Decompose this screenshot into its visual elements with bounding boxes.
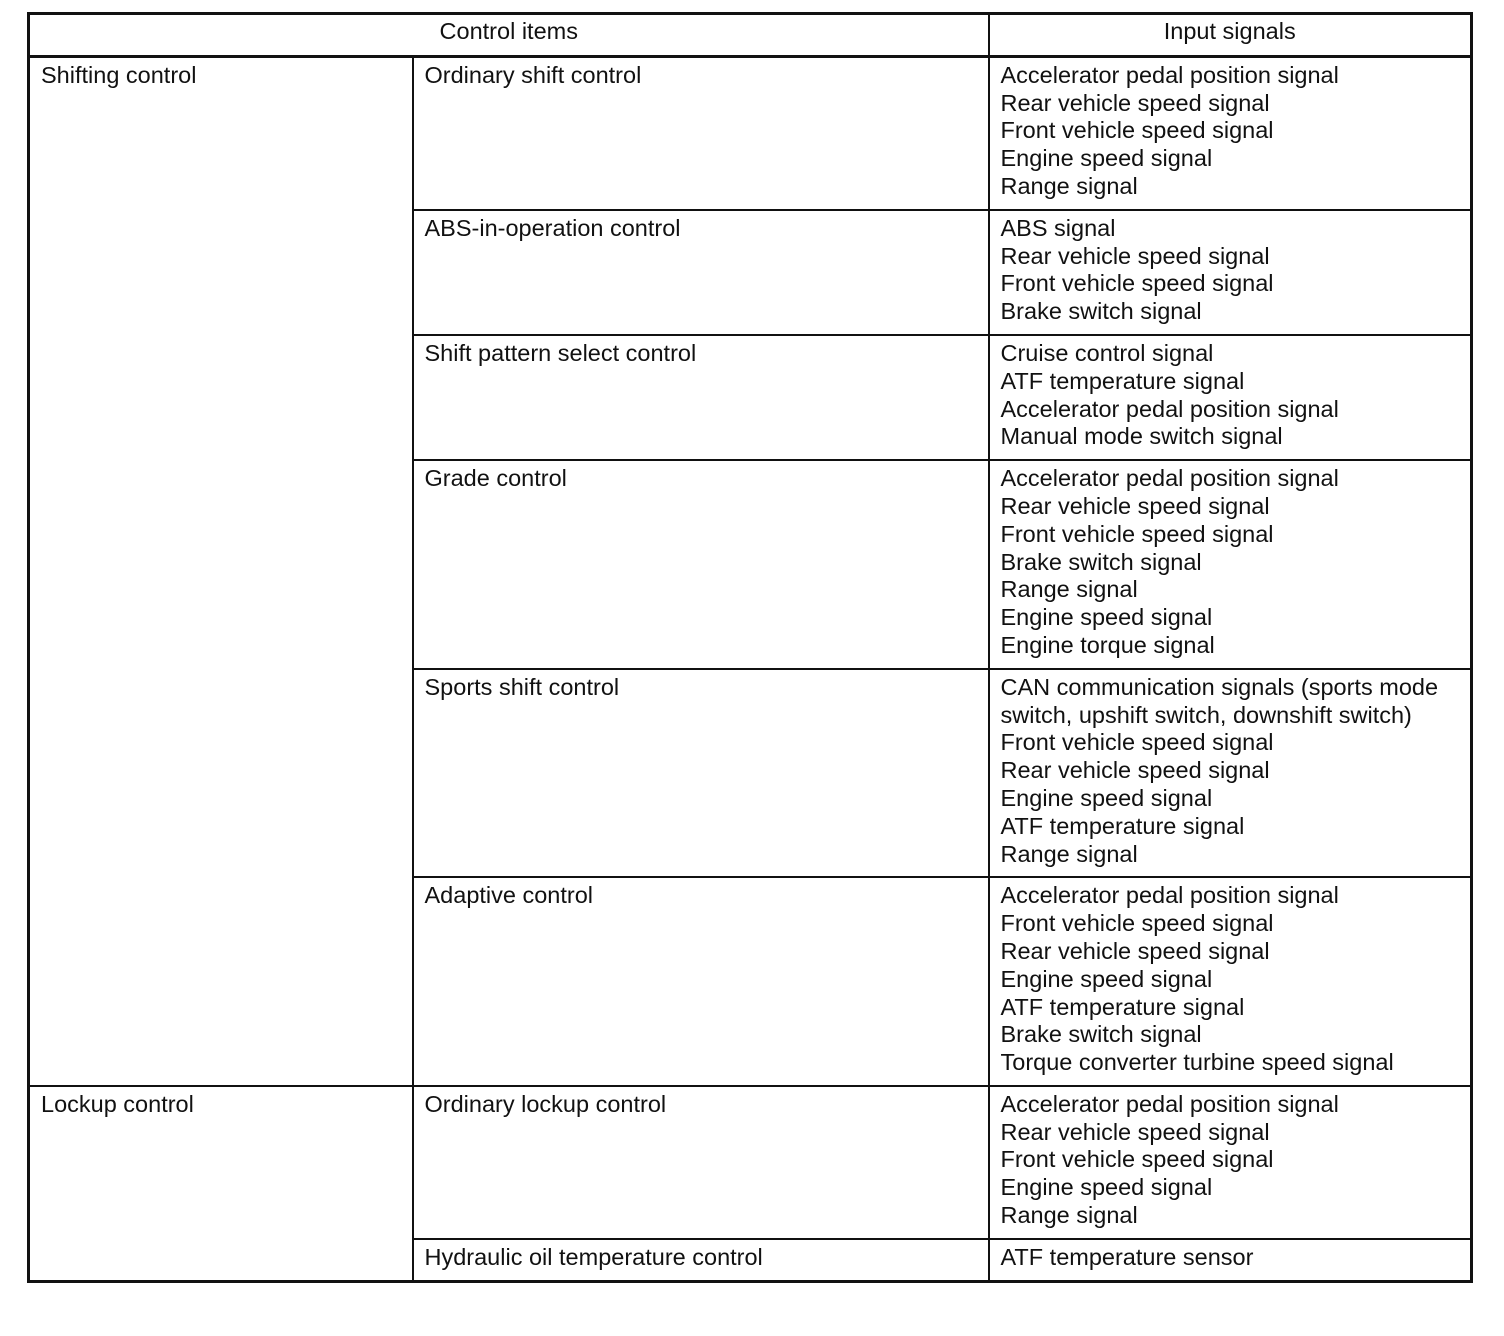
signal-item: Torque converter turbine speed signal — [1000, 1049, 1394, 1076]
control-item-cell: ABS-in-operation control — [413, 210, 989, 335]
signal-item: ATF temperature signal — [1000, 367, 1245, 394]
signals-cell — [989, 335, 1472, 460]
table-row — [29, 56, 1472, 209]
signal-item: Manual mode switch signal — [1000, 423, 1283, 450]
group-cell-lockup-control: Lockup control — [29, 1086, 413, 1281]
signal-item: Accelerator pedal position signal — [1000, 395, 1339, 422]
signal-item: Accelerator pedal position signal — [1000, 61, 1339, 88]
signals-cell — [989, 669, 1472, 878]
signal-item: Engine speed signal — [1000, 604, 1213, 631]
signals-cell — [989, 460, 1472, 669]
signal-item: Front vehicle speed signal — [1000, 117, 1274, 144]
signal-item: Range signal — [1000, 576, 1138, 603]
signal-item: Rear vehicle speed signal — [1000, 242, 1270, 269]
signal-item: Range signal — [1000, 172, 1138, 199]
signal-item: Engine speed signal — [1000, 784, 1213, 811]
signal-item: Rear vehicle speed signal — [1000, 757, 1270, 784]
signal-item: Rear vehicle speed signal — [1000, 492, 1270, 519]
signal-item: Engine speed signal — [1000, 145, 1213, 172]
control-item-cell: Grade control — [413, 460, 989, 669]
table-body — [29, 56, 1472, 1281]
signal-item: Engine torque signal — [1000, 631, 1215, 658]
signal-item: ATF temperature signal — [1000, 812, 1245, 839]
table-row — [29, 1086, 1472, 1239]
signal-item: Brake switch signal — [1000, 298, 1202, 325]
control-item-cell: Ordinary lockup control — [413, 1086, 989, 1239]
signal-item: ATF temperature signal — [1000, 993, 1245, 1020]
signal-item: Accelerator pedal position signal — [1000, 1090, 1339, 1117]
control-items-table — [27, 12, 1473, 1283]
control-items-header: Control items — [29, 14, 989, 57]
signals-cell — [989, 56, 1472, 209]
control-item-cell: Sports shift control — [413, 669, 989, 878]
control-item-cell: Hydraulic oil temperature control — [413, 1239, 989, 1281]
signals-cell — [989, 210, 1472, 335]
signal-item: Engine speed signal — [1000, 1174, 1213, 1201]
signal-item: Front vehicle speed signal — [1000, 910, 1274, 937]
signals-cell — [989, 1086, 1472, 1239]
signal-item: Range signal — [1000, 1202, 1138, 1229]
control-item-cell: Ordinary shift control — [413, 56, 989, 209]
signal-item: Brake switch signal — [1000, 548, 1202, 575]
signal-item: Brake switch signal — [1000, 1021, 1202, 1048]
signal-item: Front vehicle speed signal — [1000, 270, 1274, 297]
signal-item: Rear vehicle speed signal — [1000, 89, 1270, 116]
header-row — [29, 14, 1472, 57]
signal-item: Front vehicle speed signal — [1000, 1146, 1274, 1173]
signal-item: Rear vehicle speed signal — [1000, 937, 1270, 964]
signal-item: ABS signal — [1000, 214, 1116, 241]
control-item-cell: Adaptive control — [413, 877, 989, 1086]
signal-item: Range signal — [1000, 840, 1138, 867]
signal-item: ATF temperature sensor — [1000, 1243, 1254, 1270]
signals-cell — [989, 1239, 1472, 1281]
signal-item: Accelerator pedal position signal — [1000, 882, 1339, 909]
signal-item: Front vehicle speed signal — [1000, 729, 1274, 756]
signal-item: Cruise control signal — [1000, 339, 1214, 366]
signal-item: Engine speed signal — [1000, 965, 1213, 992]
group-cell-shifting-control: Shifting control — [29, 56, 413, 1086]
signal-item: Rear vehicle speed signal — [1000, 1118, 1270, 1145]
signal-item: CAN communication signals (sports mode switch, upshift switch, downshift switch) — [1000, 673, 1439, 728]
input-signals-header: Input signals — [989, 14, 1472, 57]
signal-item: Front vehicle speed signal — [1000, 520, 1274, 547]
control-item-cell: Shift pattern select control — [413, 335, 989, 460]
signals-cell — [989, 877, 1472, 1086]
signal-item: Accelerator pedal position signal — [1000, 465, 1339, 492]
